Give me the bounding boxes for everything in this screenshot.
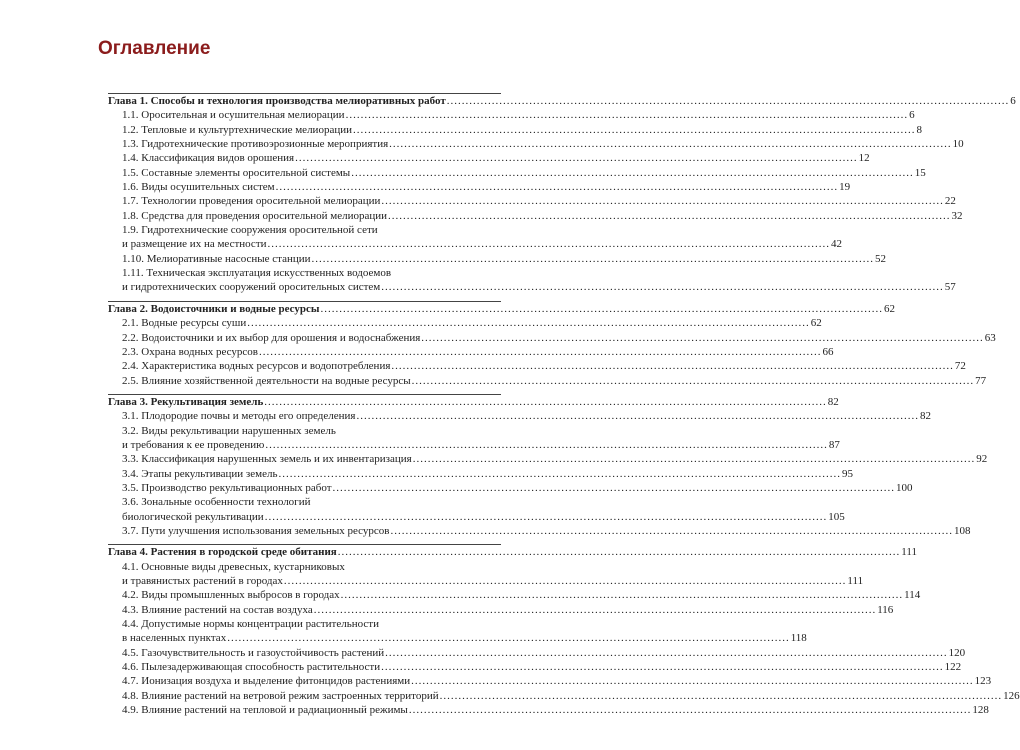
entry-title: Глава 3. Рекультивация земель [108, 395, 264, 408]
page-number: 62 [883, 302, 895, 315]
toc-entry [108, 603, 894, 617]
entry-title: 1.7. Технологии проведения оросительной мелиорации [122, 195, 381, 208]
toc-entry [108, 108, 915, 122]
page-number: 6 [1010, 95, 1016, 107]
toc-entry [108, 631, 807, 645]
page-number: 111 [847, 575, 864, 587]
entry-title: 2.3. Охрана водных ресурсов [122, 345, 258, 358]
page-number: 72 [954, 360, 966, 373]
leader-dots [346, 108, 909, 122]
toc-entry [108, 137, 964, 151]
leader-dots [409, 703, 972, 717]
page-number: 8 [916, 123, 922, 136]
leader-dots [265, 510, 828, 524]
leader-dots [385, 646, 948, 660]
leader-dots [411, 674, 974, 688]
leader-dots [381, 660, 944, 674]
toc-entry [108, 438, 840, 452]
leader-dots [333, 481, 896, 495]
page-title: Оглавление [98, 38, 211, 59]
leader-dots [388, 209, 951, 223]
leader-dots [320, 302, 883, 316]
page-number: 114 [904, 589, 921, 602]
page-number: 108 [954, 524, 971, 537]
leader-dots [338, 545, 901, 559]
page-number: 32 [951, 209, 963, 222]
entry-title: 3.3. Классификация нарушенных земель и их инвентаризация [122, 453, 412, 466]
toc-entry [108, 194, 956, 208]
toc-entry [108, 660, 962, 674]
table-of-contents [108, 93, 1020, 717]
entry-title: 3.4. Этапы рекультивации земель [122, 467, 278, 480]
leader-dots [284, 574, 847, 588]
leader-dots [312, 252, 875, 266]
entry-title: 1.1. Оросительная и осушительная мелиорации [122, 109, 345, 122]
entry-title: 2.4. Характеристика водных ресурсов и водопотребления [122, 360, 391, 373]
toc-entry [108, 409, 931, 423]
page-number: 66 [822, 345, 834, 358]
page-number: 105 [828, 510, 845, 523]
leader-dots [353, 123, 916, 137]
page-number: 62 [810, 317, 822, 330]
toc-entry [108, 674, 992, 688]
entry-title: 4.2. Виды промышленных выбросов в городах [122, 589, 340, 602]
entry-title: 1.3. Гидротехнические противоэрозионные мероприятия [122, 138, 389, 151]
entry-title: 4.3. Влияние растений на состав воздуха [122, 603, 313, 616]
page-number: 52 [875, 252, 887, 265]
toc-entry [108, 209, 963, 223]
toc-entry [108, 588, 921, 602]
toc-entry [108, 316, 822, 330]
entry-title-line: 1.9. Гидротехнические сооружения оросительной сети [122, 224, 378, 237]
chapter-4 [108, 544, 1020, 717]
entry-title-line: 4.4. Допустимые нормы концентрации растительности [122, 618, 379, 631]
leader-dots [314, 603, 877, 617]
entry-title: 1.8. Средства для проведения оросительной мелиорации [122, 209, 388, 222]
toc-entry [108, 467, 854, 481]
toc-entry [108, 452, 988, 466]
toc-entry [108, 646, 966, 660]
entry-title: Глава 1. Способы и технология производства мелиоративных работ [108, 95, 446, 107]
page-number: 57 [944, 281, 956, 294]
entry-title: Глава 4. Растения в городской среде обитания [108, 546, 337, 559]
entry-title: 4.5. Газочувствительность и газоустойчивость растений [122, 646, 385, 659]
toc-entry [108, 689, 1020, 703]
toc-entry [108, 510, 845, 524]
leader-dots [413, 452, 976, 466]
page-number: 92 [976, 453, 988, 466]
page-number: 42 [831, 238, 843, 251]
entry-title: биологической рекультивации [122, 510, 264, 523]
page-number: 19 [839, 181, 851, 194]
page-number: 63 [984, 331, 996, 344]
leader-dots [391, 359, 954, 373]
page-number: 77 [975, 374, 987, 387]
chapter-2 [108, 301, 996, 388]
leader-dots [227, 631, 790, 645]
page-number: 118 [790, 632, 807, 645]
leader-dots [265, 438, 828, 452]
entry-title: 1.2. Тепловые и культуртехнические мелиорации [122, 123, 352, 136]
leader-dots [295, 151, 858, 165]
chapter-heading [108, 395, 839, 409]
leader-dots [247, 316, 810, 330]
toc-entry [108, 237, 843, 251]
toc-entry [108, 123, 922, 137]
chapter-3 [108, 394, 988, 538]
leader-dots [356, 409, 919, 423]
chapter-heading [108, 302, 895, 316]
toc-entry [108, 524, 971, 538]
entry-title-line: 3.6. Зональные особенности технологий [122, 496, 311, 509]
leader-dots [381, 280, 944, 294]
page-number: 6 [909, 109, 915, 122]
entry-title: 2.5. Влияние хозяйственной деятельности на водные ресурсы [122, 374, 411, 387]
page-number: 120 [948, 646, 966, 659]
leader-dots [279, 467, 842, 481]
entry-title: 1.5. Составные элементы оросительной системы [122, 166, 351, 179]
leader-dots [268, 237, 831, 251]
page-number: 123 [974, 675, 992, 688]
leader-dots [447, 94, 1010, 108]
entry-title: и требования к ее проведению [122, 438, 265, 451]
entry-title: 4.8. Влияние растений на ветровой режим застроенных территорий [122, 689, 439, 702]
entry-title: 1.10. Мелиоративные насосные станции [122, 252, 311, 265]
leader-dots [381, 194, 944, 208]
leader-dots [264, 395, 827, 409]
leader-dots [412, 374, 975, 388]
entry-title: 4.6. Пылезадерживающая способность растительности [122, 661, 381, 674]
page-number: 22 [944, 195, 956, 208]
entry-title: 4.9. Влияние растений на тепловой и радиационный режимы [122, 704, 408, 717]
toc-entry [108, 481, 913, 495]
page-number: 87 [828, 438, 840, 451]
page-number: 126 [1003, 689, 1020, 702]
page-number: 10 [952, 138, 964, 151]
toc-entry [108, 331, 996, 345]
toc-entry [108, 374, 987, 388]
toc-entry [108, 166, 926, 180]
toc-entry [108, 703, 989, 717]
toc-entry [108, 574, 864, 588]
entry-title: 2.1. Водные ресурсы суши [122, 317, 247, 330]
leader-dots [276, 180, 839, 194]
chapter-heading [108, 545, 917, 559]
leader-dots [391, 524, 954, 538]
entry-title: в населенных пунктах [122, 632, 227, 645]
toc-entry [108, 151, 870, 165]
leader-dots [351, 166, 914, 180]
chapter-heading [108, 94, 1016, 108]
page-number: 100 [896, 481, 913, 494]
toc-entry [108, 359, 966, 373]
entry-title-line: 4.1. Основные виды древесных, кустарниковых [122, 560, 345, 573]
page-number: 95 [842, 467, 854, 480]
entry-title: и травянистых растений в городах [122, 575, 283, 587]
entry-title: 3.5. Производство рекультивационных работ [122, 481, 332, 494]
entry-title: и гидротехнических сооружений оросительных систем [122, 281, 381, 294]
page-number: 15 [914, 166, 926, 179]
leader-dots [440, 689, 1003, 703]
entry-title-line: 3.2. Виды рекультивации нарушенных земель [122, 424, 336, 437]
chapter-1 [108, 93, 1016, 295]
entry-title: 3.7. Пути улучшения использования земельных ресурсов [122, 524, 390, 537]
entry-title: 1.4. Классификация видов орошения [122, 152, 295, 165]
entry-title: и размещение их на местности [122, 238, 267, 251]
entry-title: 2.2. Водоисточники и их выбор для орошения и водоснабжения [122, 331, 421, 344]
page-number: 122 [944, 661, 962, 674]
page-number: 111 [901, 546, 917, 559]
leader-dots [421, 331, 984, 345]
leader-dots [259, 345, 822, 359]
toc-entry [108, 345, 834, 359]
page-number: 82 [919, 410, 931, 423]
leader-dots [389, 137, 952, 151]
page-number: 12 [858, 152, 870, 165]
leader-dots [341, 588, 904, 602]
page-number: 128 [972, 704, 989, 717]
entry-title: Глава 2. Водоисточники и водные ресурсы [108, 302, 320, 315]
entry-title: 3.1. Плодородие почвы и методы его определения [122, 410, 356, 423]
entry-title-line: 1.11. Техническая эксплуатация искусственных водоемов [122, 267, 392, 280]
toc-entry [108, 180, 851, 194]
entry-title: 4.7. Ионизация воздуха и выделение фитонцидов растениями [122, 675, 411, 688]
toc-entry [108, 252, 887, 266]
page-number: 116 [877, 603, 894, 616]
page-number: 82 [827, 395, 839, 408]
entry-title: 1.6. Виды осушительных систем [122, 181, 275, 194]
toc-entry [108, 280, 956, 294]
